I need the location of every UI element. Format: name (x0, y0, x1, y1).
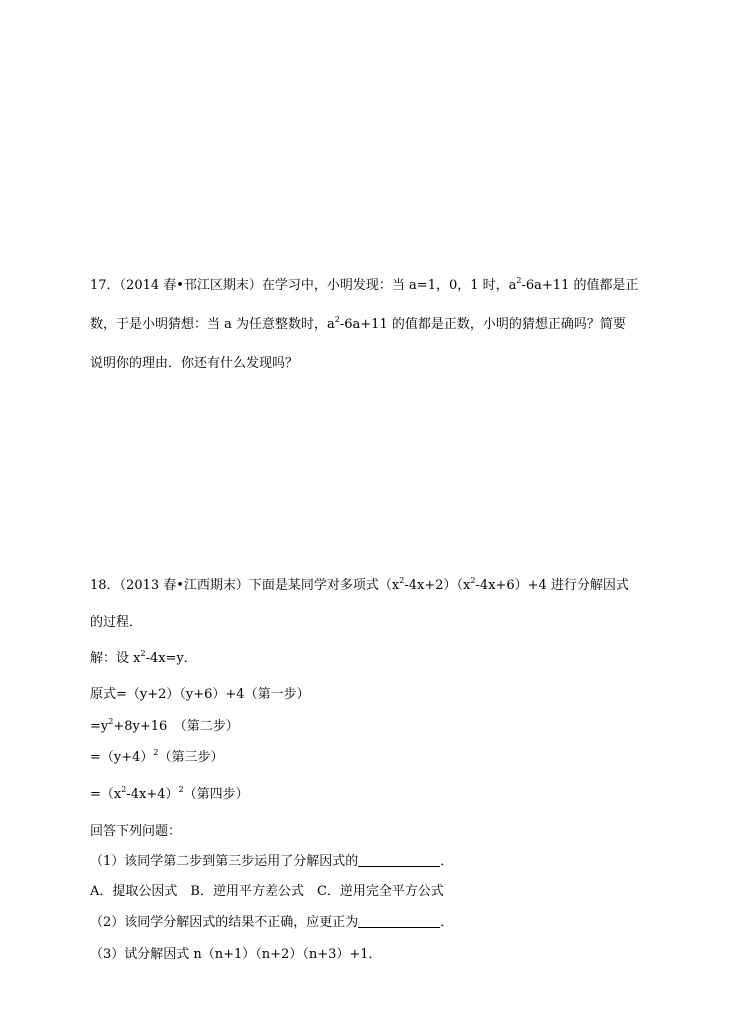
q18-line1-sup1: 2 (399, 576, 405, 585)
q17-line1-text: 17．（2014 春•邗江区期末）在学习中，小明发现：当 a=1，0，1 时，a (90, 278, 517, 293)
q18-line2: 的过程． (90, 615, 143, 630)
q18-step2-post: +8y+16 （第二步） (113, 719, 239, 734)
q17-line2 (90, 315, 626, 335)
q18-line1-c: -4x+6）+4 进行分解因式 (475, 578, 629, 593)
q18-part3: （3）试分解因式 n（n+1）（n+2）（n+3）+1． (90, 947, 382, 962)
q18-solution-pre: 解：设 x (90, 651, 141, 666)
q18-step4-sup2: 2 (178, 785, 184, 794)
q18-line1-a: 18．（2013 春•江西期末）下面是某同学对多项式（x (90, 578, 400, 593)
q18-part2-end: ． (440, 915, 454, 930)
q18-prompt: 回答下列问题： (90, 824, 182, 839)
q18-line1-b: -4x+2）（x (404, 578, 471, 593)
q18-solution-sup: 2 (140, 649, 146, 658)
q18-step4-mid: -4x+4） (126, 787, 179, 802)
q18-part2 (90, 913, 453, 933)
q18-step2 (90, 717, 239, 737)
q17-line2-sup: 2 (334, 315, 340, 324)
q18-step3 (90, 748, 224, 768)
q18-part1 (90, 852, 453, 872)
q18-part1-text: （1）该同学第二步到第三步运用了分解因式的 (90, 854, 359, 869)
q18-solution-post: -4x=y． (145, 651, 197, 666)
q18-line1-sup2: 2 (470, 576, 476, 585)
q17-line1-sup: 2 (516, 276, 522, 285)
q18-part2-text: （2）该同学分解因式的结果不正确，应更正为 (90, 915, 359, 930)
q18-line1 (90, 576, 629, 596)
q18-step3-sup: 2 (153, 748, 159, 757)
q17-line2-text: 数，于是小明猜想：当 a 为任意整数时，a (90, 317, 335, 332)
q18-step3-post: （第三步） (158, 750, 224, 765)
q18-step4-pre: =（x (90, 787, 122, 802)
q18-solution (90, 649, 197, 669)
q18-step1: 原式=（y+2）（y+6）+4（第一步） (90, 687, 310, 702)
q18-part1-answer-blank[interactable] (358, 853, 440, 867)
q18-step4 (90, 785, 249, 805)
q17-line1-text-end: -6a+11 的值都是正 (521, 278, 639, 293)
q17-line2-text-end: -6a+11 的值都是正数，小明的猜想正确吗？简要 (339, 317, 626, 332)
q17-line3: 说明你的理由．你还有什么发现吗？ (90, 356, 299, 371)
q18-part2-answer-blank[interactable] (358, 914, 440, 928)
q18-step3-pre: =（y+4） (90, 750, 154, 765)
q18-step4-post: （第四步） (183, 787, 249, 802)
q17-line1 (90, 276, 638, 296)
q18-part1-end: ． (440, 854, 454, 869)
q18-options: A．提取公因式 B．逆用平方差公式 C．逆用完全平方公式 (90, 884, 444, 899)
q18-step2-pre: =y (90, 719, 109, 734)
q18-step4-sup1: 2 (121, 785, 127, 794)
q18-step2-sup: 2 (108, 717, 114, 726)
